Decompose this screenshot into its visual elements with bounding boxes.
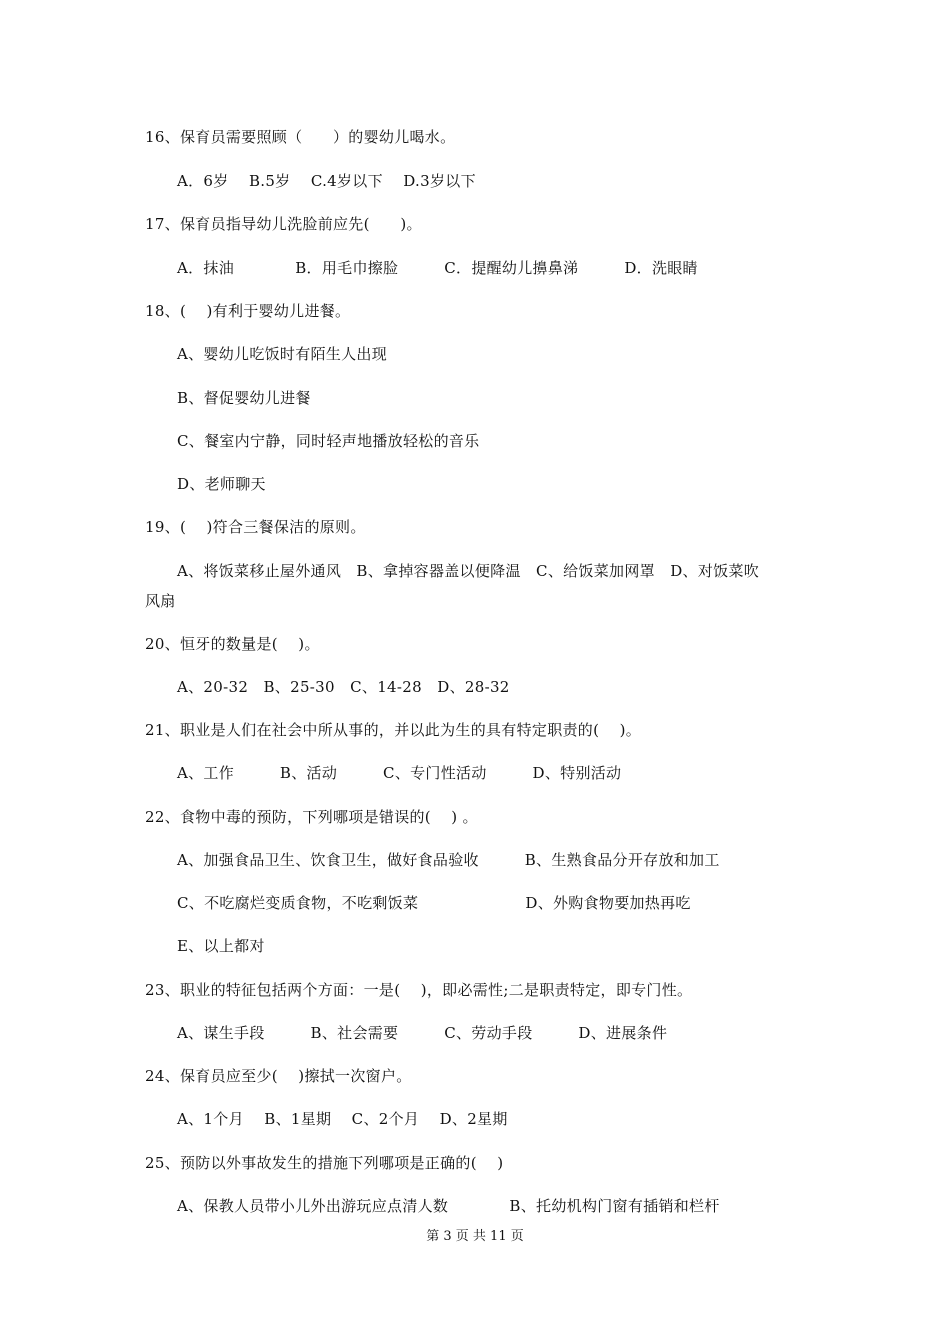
question-stem: 24、保育员应至少( )擦拭一次窗户。 xyxy=(145,1067,412,1085)
question-option: C、餐室内宁静，同时轻声地播放轻松的音乐 xyxy=(177,432,480,450)
question-option: A．抹油 B．用毛巾擦脸 C．提醒幼儿擤鼻涕 D．洗眼睛 xyxy=(177,259,698,277)
question-option: A、婴幼儿吃饭时有陌生人出现 xyxy=(177,345,388,363)
question-stem: 21、职业是人们在社会中所从事的，并以此为生的具有特定职责的( )。 xyxy=(145,721,642,739)
question-option: D、老师聊天 xyxy=(177,475,266,493)
question-option: A、保教人员带小儿外出游玩应点清人数 B、托幼机构门窗有插销和栏杆 xyxy=(177,1197,720,1215)
question-option: A、将饭菜移止屋外通风 B、拿掉容器盖以便降温 C、给饭菜加网罩 D、对饭菜吹 xyxy=(177,562,760,580)
question-stem: 16、保育员需要照顾（ ）的婴幼儿喝水。 xyxy=(145,128,456,146)
question-stem: 25、预防以外事故发生的措施下列哪项是正确的( ) xyxy=(145,1154,504,1172)
question-stem: 20、恒牙的数量是( )。 xyxy=(145,635,320,653)
question-stem: 19、( )符合三餐保洁的原则。 xyxy=(145,518,366,536)
question-option: C、不吃腐烂变质食物，不吃剩饭菜 D、外购食物要加热再吃 xyxy=(177,894,691,912)
question-option: A、加强食品卫生、饮食卫生，做好食品验收 B、生熟食品分开存放和加工 xyxy=(177,851,720,869)
page-footer: 第 3 页 共 11 页 xyxy=(426,1229,524,1244)
question-option: A、谋生手段 B、社会需要 C、劳动手段 D、进展条件 xyxy=(177,1024,668,1042)
question-option: E、以上都对 xyxy=(177,937,265,955)
option-continuation: 风扇 xyxy=(145,592,176,610)
question-stem: 17、保育员指导幼儿洗脸前应先( )。 xyxy=(145,215,422,233)
question-option: A、工作 B、活动 C、专门性活动 D、特别活动 xyxy=(177,764,622,782)
question-option: A、20-32 B、25-30 C、14-28 D、28-32 xyxy=(177,678,510,696)
question-stem: 18、( )有利于婴幼儿进餐。 xyxy=(145,302,351,320)
question-stem: 23、职业的特征包括两个方面：一是( )，即必需性;二是职责特定，即专门性。 xyxy=(145,981,693,999)
question-option: A．6岁 B.5岁 C.4岁以下 D.3岁以下 xyxy=(177,172,476,190)
question-stem: 22、食物中毒的预防，下列哪项是错误的( ) 。 xyxy=(145,808,478,826)
question-option: B、督促婴幼儿进餐 xyxy=(177,389,311,407)
question-option: A、1个月 B、1星期 C、2个月 D、2星期 xyxy=(177,1110,508,1128)
